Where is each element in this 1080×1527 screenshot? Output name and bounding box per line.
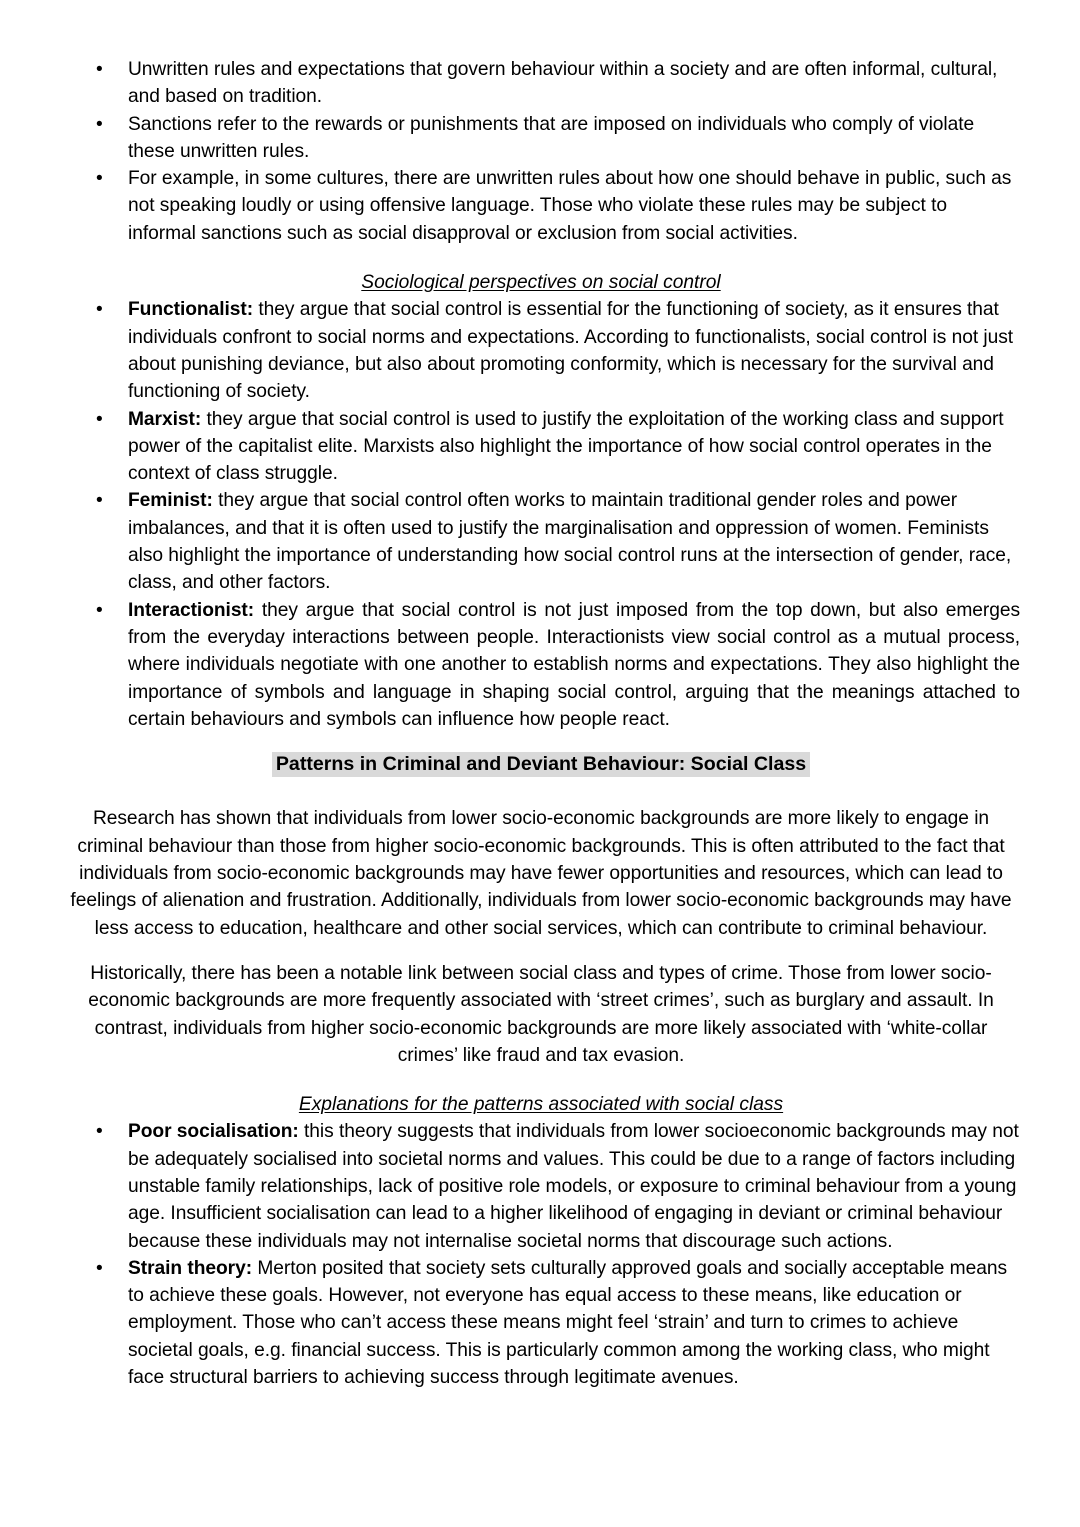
section-heading-text: Patterns in Criminal and Deviant Behaviour: Social Class [272,752,810,777]
subheading-explanations-social-class [62,1091,1020,1118]
explanations-bullet-list [62,1118,1020,1391]
list-item-lead: Functionalist: [128,299,254,321]
list-item-lead: Feminist: [128,490,213,512]
bullet-icon: • [96,1121,103,1143]
bullet-icon: • [96,490,103,512]
list-item [62,487,1020,596]
list-item-text: For example, in some cultures, there are unwritten rules about how one should behave in public, such as not speaking loudly or using offensive language. Those who violate these rules may be subject to informal sanctions such as social disapproval or exclusion from social activities. [128,168,1012,244]
list-item-lead: Strain theory: [128,1257,253,1279]
list-item-text: this theory suggests that individuals from lower socioeconomic backgrounds may not be adequately socialised into societal norms and values. This could be due to a range of factors including unstable family relationships, lack of positive role models, or exposure to criminal behaviour from a young age. Insufficient socialisation can lead to a higher likelihood of engaging in deviant or criminal behaviour because these individuals may not internalise societal norms that discourage such actions. [128,1121,1019,1252]
subheading-sociological-perspectives [62,269,1020,296]
subheading-text: Explanations for the patterns associated with social class [298,1094,784,1116]
list-item [62,1118,1020,1254]
section-heading-patterns-social-class [62,751,1020,778]
document-content [62,56,1020,1391]
list-item-lead: Poor socialisation: [128,1121,299,1143]
list-item-text: Unwritten rules and expectations that govern behaviour within a society and are often informal, cultural, and based on tradition. [128,59,998,108]
list-item-lead: Marxist: [128,408,202,430]
list-item-text: Sanctions refer to the rewards or punishments that are imposed on individuals who comply of violate these unwritten rules. [128,113,975,162]
perspectives-bullet-list [62,296,1020,733]
list-item-text: they argue that social control is not just imposed from the top down, but also emerges from the everyday interactions between people. Interactionists view social control as a mutual process, where individuals negotiate with one another to establish norms and expectations. They also highlight the importance of symbols and language in shaping social control, arguing that the meanings attached to certain behaviours and symbols can influence how people react. [128,599,1020,730]
list-item-text: they argue that social control often works to maintain traditional gender roles and power imbalances, and that it is often used to justify the marginalisation and oppression of women. Feminists also highlight the importance of understanding how social control runs at the intersection of gender, race, class, and other factors. [128,490,1012,594]
paragraph-historical-link: Historically, there has been a notable link between social class and types of crime. Those from lower socio-economic backgrounds are more frequently associated with ‘street crimes’, such as burglary and assault. In contrast, individuals from higher socio-economic backgrounds are more likely associated with ‘white-collar crimes’ like fraud and tax evasion. [88,962,994,1066]
bullet-icon: • [96,168,103,190]
list-item [62,111,1020,166]
list-item-text: they argue that social control is essential for the functioning of society, as it ensures that individuals confront to social norms and expectations. According to functionalists, social control is not just about punishing deviance, but also about promoting conformity, which is necessary for the survival and functioning of society. [128,299,1014,403]
list-item [62,56,1020,111]
spacer [62,778,1020,805]
spacer [62,942,1020,960]
norms-bullet-list [62,56,1020,247]
bullet-icon: • [96,599,103,621]
spacer [62,733,1020,751]
bullet-icon: • [96,59,103,80]
list-item [62,1255,1020,1391]
list-item [62,296,1020,405]
bullet-icon: • [96,299,103,321]
list-item-lead: Interactionist: [128,599,255,621]
paragraph-research-findings: Research has shown that individuals from lower socio-economic backgrounds are more likely to engage in criminal behaviour than those from higher socio-economic backgrounds. This is often attributed to the fact that individuals from socio-economic backgrounds may have fewer opportunities and resources, which can lead to feelings of alienation and frustration. Additionally, individuals from lower socio-economic backgrounds may have less access to education, healthcare and other social services, which can contribute to criminal behaviour. [70,808,1012,939]
bullet-icon: • [96,408,103,430]
list-item [62,597,1020,733]
list-item [62,165,1020,247]
list-item [62,406,1020,488]
list-item-text: they argue that social control is used to justify the exploitation of the working class and support power of the capitalist elite. Marxists also highlight the importance of how social control operates in the context of class struggle. [128,408,1004,485]
spacer [62,247,1020,269]
spacer [62,1069,1020,1091]
bullet-icon: • [96,113,103,135]
subheading-text: Sociological perspectives on social control [361,272,721,294]
bullet-icon: • [96,1257,103,1279]
list-item-text: Merton posited that society sets culturally approved goals and socially acceptable means to achieve these goals. However, not everyone has equal access to these means, like education or employment. Those who can’t access these means might feel ‘strain’ and turn to crimes to achieve societal goals, e.g. financial success. This is particularly common among the working class, who might face structural barriers to achieving success through legitimate avenues. [128,1257,1007,1389]
